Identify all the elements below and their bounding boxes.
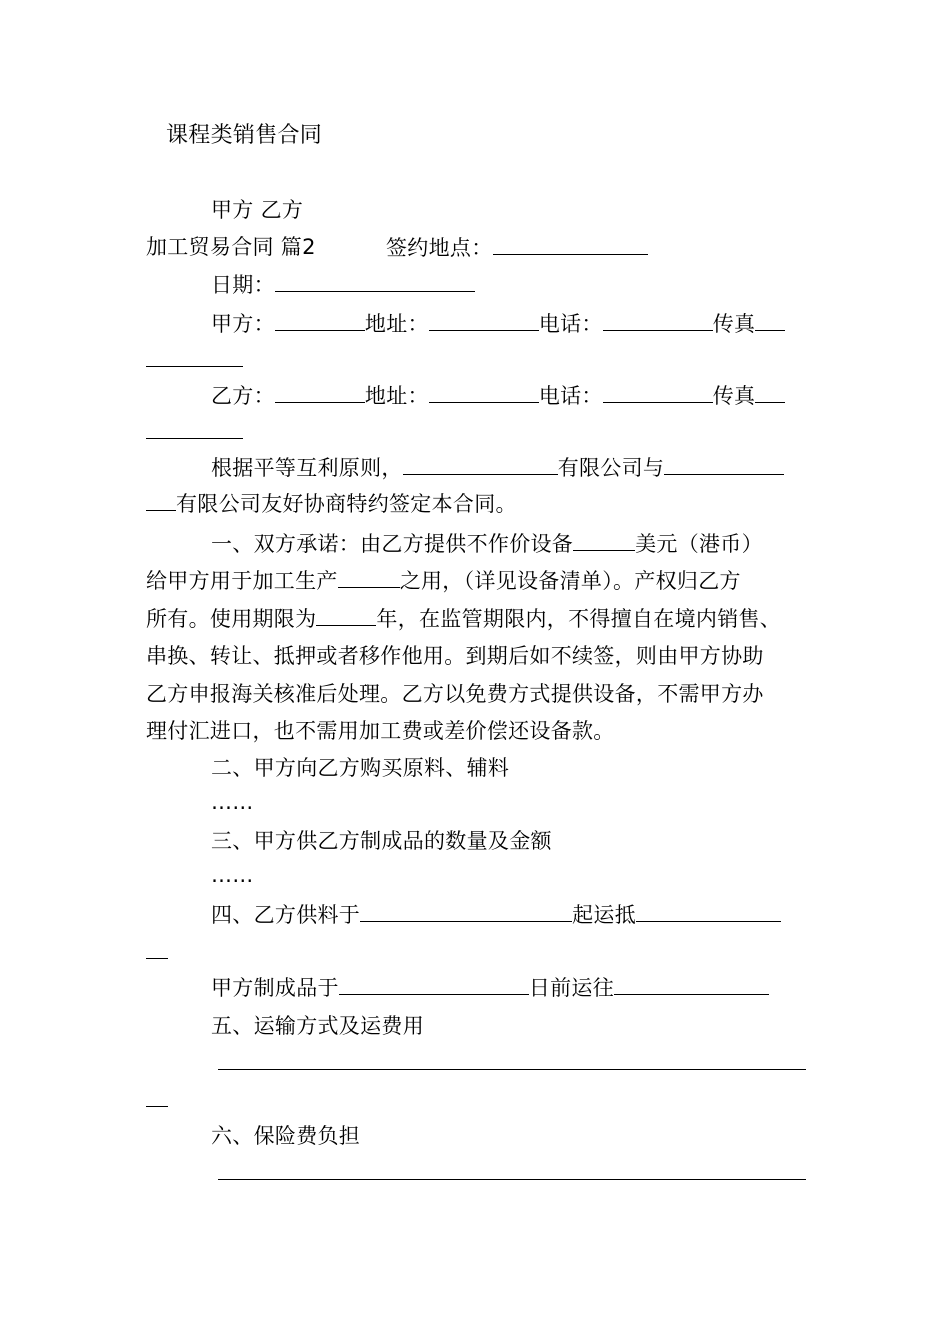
company-b-blank-cont xyxy=(146,491,176,511)
party-a-fax-label: 传真 xyxy=(712,312,756,336)
party-b-label: 乙方： xyxy=(211,384,275,408)
section-1-line-6: 理付汇进口，也不需用加工费或差价偿还设备款。 xyxy=(146,719,615,743)
section-1-line-5: 乙方申报海关核准后处理。乙方以免费方式提供设备，不需甲方办 xyxy=(146,682,764,706)
party-a-address-label: 地址： xyxy=(364,312,429,336)
contract-heading: 加工贸易合同 篇2 xyxy=(146,235,316,259)
delivery-destination-blank xyxy=(614,975,769,995)
party-b-phone-label: 电话： xyxy=(538,384,603,408)
section-6-heading: 六、保险费负担 xyxy=(211,1124,361,1148)
signing-place-label: 签约地点： xyxy=(386,236,493,260)
date-line xyxy=(211,272,475,297)
term-years-blank xyxy=(316,606,376,626)
section-4-line-2: 甲方制成品于 日前运往 xyxy=(211,975,769,1000)
party-b-fax-blank xyxy=(755,383,785,403)
section-2-heading: 二、甲方向乙方购买原料、辅料 xyxy=(211,756,510,780)
section-1-line-2: 给甲方用于加工生产 之用，（详见设备清单）。产权归乙方 xyxy=(146,569,741,593)
party-b-fax-label: 传真 xyxy=(712,384,756,408)
party-b-address-label: 地址： xyxy=(364,384,429,408)
section-3-heading: 三、甲方供乙方制成品的数量及金额 xyxy=(211,829,552,853)
party-b-address-blank xyxy=(429,383,539,403)
section-1-line-3: 所有。使用期限为 年，在监管期限内，不得擅自在境内销售、 xyxy=(146,607,782,631)
preamble-line-1: 根据平等互利原则， 有限公司与 xyxy=(211,455,784,480)
date-label: 日期： xyxy=(211,273,275,297)
party-a-phone-label: 电话： xyxy=(538,312,603,336)
production-blank xyxy=(338,568,400,588)
transport-blank xyxy=(218,1069,806,1070)
party-b-fax-blank-cont xyxy=(146,438,243,439)
section-2-ellipsis: …… xyxy=(211,790,254,814)
party-b-name-blank xyxy=(275,383,365,403)
party-a-fax-blank xyxy=(755,311,785,331)
date-blank xyxy=(275,272,475,292)
section-1-line-1: 一、双方承诺：由乙方提供不作价设备 美元（港币） xyxy=(211,532,763,556)
party-b-line xyxy=(211,383,785,408)
destination-blank-cont xyxy=(146,958,168,959)
parties-line: 甲方 乙方 xyxy=(211,198,304,222)
document-title: 课程类销售合同 xyxy=(166,123,323,148)
insurance-blank xyxy=(218,1179,806,1180)
equipment-value-blank xyxy=(573,531,635,551)
supply-location-blank xyxy=(360,902,572,922)
party-a-fax-blank-cont xyxy=(146,366,243,367)
section-1-line-4: 串换、转让、抵押或者移作他用。到期后如不续签，则由甲方协助 xyxy=(146,644,764,668)
preamble-line-2: 有限公司友好协商特约签定本合同。 xyxy=(146,491,517,516)
destination-blank xyxy=(636,902,781,922)
signing-place xyxy=(386,235,648,260)
party-b-phone-blank xyxy=(603,383,713,403)
section-4-line-1: 四、乙方供料于 起运抵 xyxy=(211,902,781,927)
section-3-ellipsis: …… xyxy=(211,863,254,887)
party-a-line xyxy=(211,311,785,336)
delivery-date-blank xyxy=(339,975,529,995)
party-a-phone-blank xyxy=(603,311,713,331)
party-a-label: 甲方： xyxy=(211,312,275,336)
section-5-heading: 五、运输方式及运费用 xyxy=(211,1014,424,1038)
party-a-address-blank xyxy=(429,311,539,331)
company-a-blank xyxy=(403,455,558,475)
transport-blank-cont xyxy=(146,1106,168,1107)
signing-place-blank xyxy=(493,235,648,255)
party-a-name-blank xyxy=(275,311,365,331)
company-b-blank xyxy=(664,455,784,475)
